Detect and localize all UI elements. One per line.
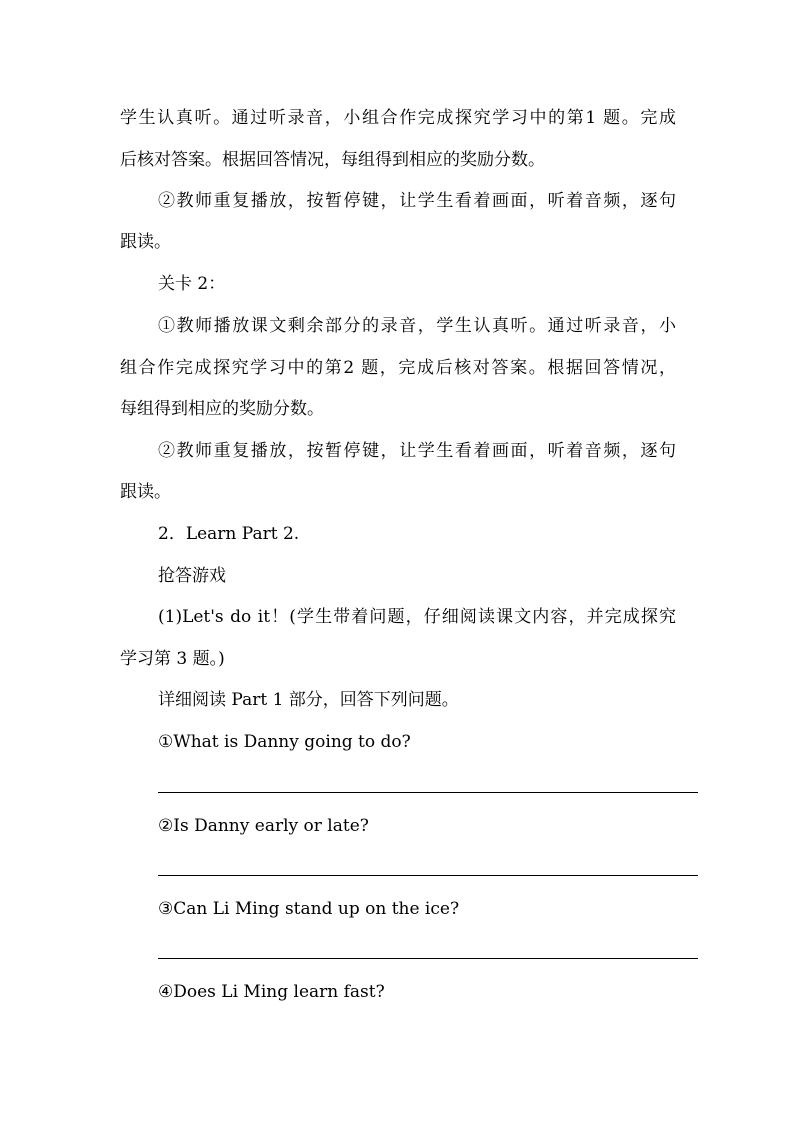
question-2: ②Is Danny early or late? <box>158 816 369 836</box>
paragraph-line: ①教师播放课文剩余部分的录音，学生认真听。通过听录音，小 <box>158 316 676 336</box>
paragraph-line: 学习第 3 题。) <box>120 649 225 669</box>
paragraph-line: 每组得到相应的奖励分数。 <box>120 399 324 419</box>
paragraph-line: 组合作完成探究学习中的第2 题，完成后核对答案。根据回答情况， <box>120 358 676 378</box>
answer-line-2 <box>158 875 698 876</box>
paragraph-line: ②教师重复播放，按暂停键，让学生看着画面，听着音频，逐句 <box>158 441 676 461</box>
section-heading: 关卡 2： <box>158 274 226 294</box>
section-heading: 2．Learn Part 2. <box>158 524 300 544</box>
paragraph-line: ②教师重复播放，按暂停键，让学生看着画面，听着音频，逐句 <box>158 191 676 211</box>
section-heading: 抢答游戏 <box>158 566 226 586</box>
question-3: ③Can Li Ming stand up on the ice? <box>158 899 460 919</box>
answer-line-1 <box>158 792 698 793</box>
answer-line-3 <box>158 958 698 959</box>
paragraph-line: 详细阅读 Part 1 部分，回答下列问题。 <box>158 690 459 710</box>
question-1: ①What is Danny going to do? <box>158 732 411 752</box>
paragraph-line: 跟读。 <box>120 232 171 252</box>
paragraph-line: (1)Let's do it！(学生带着问题，仔细阅读课文内容，并完成探究 <box>158 607 676 627</box>
paragraph-line: 跟读。 <box>120 482 171 502</box>
paragraph-line: 学生认真听。通过听录音，小组合作完成探究学习中的第1 题。完成 <box>120 108 676 128</box>
paragraph-line: 后核对答案。根据回答情况，每组得到相应的奖励分数。 <box>120 150 545 170</box>
question-4: ④Does Li Ming learn fast? <box>158 982 385 1002</box>
